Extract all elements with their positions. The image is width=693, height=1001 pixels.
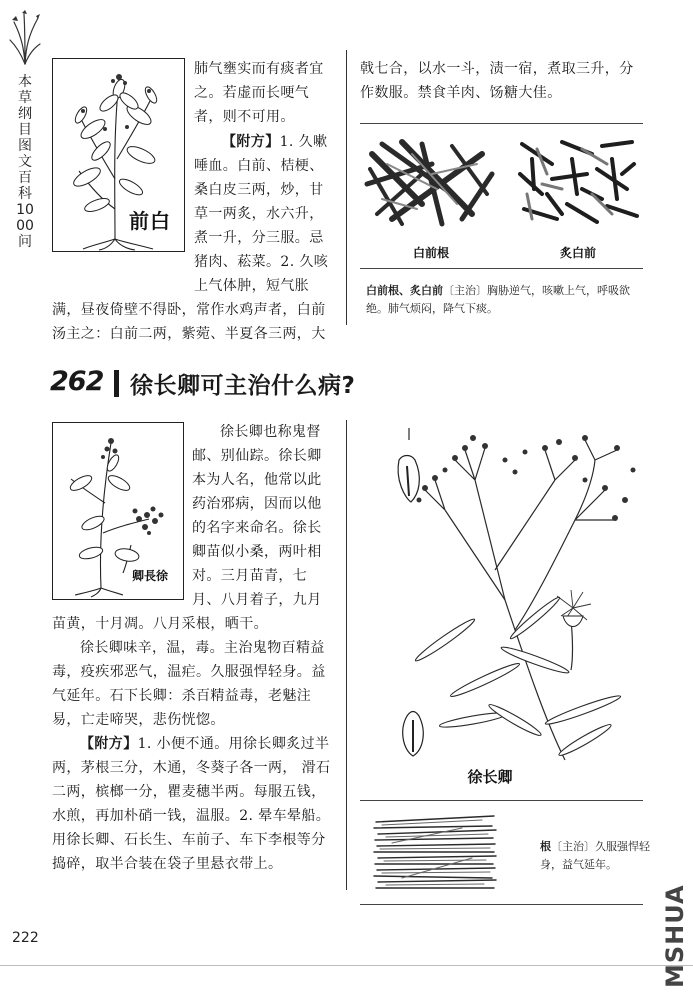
watermark-text: MSHUA — [661, 884, 689, 988]
xuchangqing-fufang-head: 【附方】 — [80, 736, 138, 752]
watermark — [659, 880, 689, 990]
baiqian-text-wrap — [194, 57, 332, 129]
xuchangqing-plant-label: 卿長徐 — [132, 569, 169, 583]
root-note-body: 〔主治〕久服强悍轻身，益气延年。 — [540, 840, 650, 871]
xuchangqing-intro — [52, 420, 334, 876]
xuchangqing-fufang-body: 1. 小便不通。用徐长卿炙过半两，茅根三分，木通，冬葵子各一两， 滑石二两，槟榔一分，瞿麦穗半两。每服五钱，水煎，再加朴硝一钱，温服。2. 晕车晕船。用徐长卿、石长生、车前子、车下李根等分捣碎，取半合装在袋子里悬衣带上。 — [52, 736, 331, 872]
baiqian-fufang-head: 【附方】 — [222, 134, 280, 150]
photo-top-rule — [360, 123, 643, 124]
section-title: 徐长卿可主治什么病? — [130, 373, 356, 399]
baiqian-fufang-body: 1. 久嗽唾血。白前、桔梗、桑白皮三两，炒，甘草一两炙，水六升，煮一升，分三服。忌猪肉、菘菜。2. 久咳上气体肿，短气胀满，昼夜倚壁不得卧，常作水鸡声者，白前汤主之：白前二两，紫菀、半夏各三两，大 — [52, 134, 329, 342]
root-photo-bottom-rule — [360, 904, 643, 905]
bottom-rule — [0, 965, 693, 966]
baiqian-plant-label: 前白 — [127, 205, 173, 234]
section-bar — [114, 370, 119, 397]
baiqian-note-body: 〔主治〕胸胁逆气，咳嗽上气，呼吸欲绝。肺气烦闷，降气下痰。 — [366, 284, 630, 315]
baiqian-note — [366, 282, 646, 318]
grass-sprig-icon — [8, 10, 42, 66]
column-divider-bottom — [346, 420, 347, 890]
photo2-caption: 炙白前 — [559, 246, 596, 260]
xuchangqing-paragraph-1: 徐长卿也称鬼督邮、别仙踪。徐长卿本为人名，他常以此药治邪病，因而以他的名字来命名。徐长卿苗似小桑，两叶相对。三月苗青，七月、八月着子，九月苗黄，十月凋。八月采根，晒干。 — [52, 424, 322, 632]
baiqian-note-head: 白前根、炙白前 — [366, 284, 443, 297]
baiqian-continuation: 戟七合，以水一斗，渍一宿，煮取三升，分作数服。禁食羊肉、饧糖大佳。 — [360, 61, 634, 101]
baiqian-root-photo — [362, 134, 494, 230]
root-note-head: 根 — [540, 840, 551, 853]
photo-bottom-rule — [360, 268, 643, 269]
column-divider-top — [346, 50, 347, 325]
page-number: 222 — [12, 930, 39, 946]
xuchangqing-large-illustration — [385, 420, 650, 768]
large-plant-caption: 徐长卿 — [467, 768, 513, 786]
root-photo-top-rule — [360, 800, 643, 801]
baiqian-fufang — [52, 130, 334, 342]
section-number: 262 — [50, 366, 104, 397]
baiqian-paragraph: 肺气壅实而有痰者宜之。若虚而长哽气者，则不可用。 — [194, 61, 324, 125]
series-title: 本草纲目图文百科1000问 — [16, 74, 34, 250]
root-note — [540, 838, 650, 874]
photo1-caption: 白前根 — [412, 246, 449, 260]
xuchangqing-root-photo — [372, 808, 498, 896]
xuchangqing-paragraph-2: 徐长卿味辛，温，毒。主治鬼物百精益毒，疫疾邪恶气，温疟。久服强悍轻身。益气延年。石下长卿：杀百精益毒，老魅注易，亡走啼哭，悲伤恍惚。 — [52, 640, 326, 728]
zhibaiqian-photo — [512, 134, 642, 230]
